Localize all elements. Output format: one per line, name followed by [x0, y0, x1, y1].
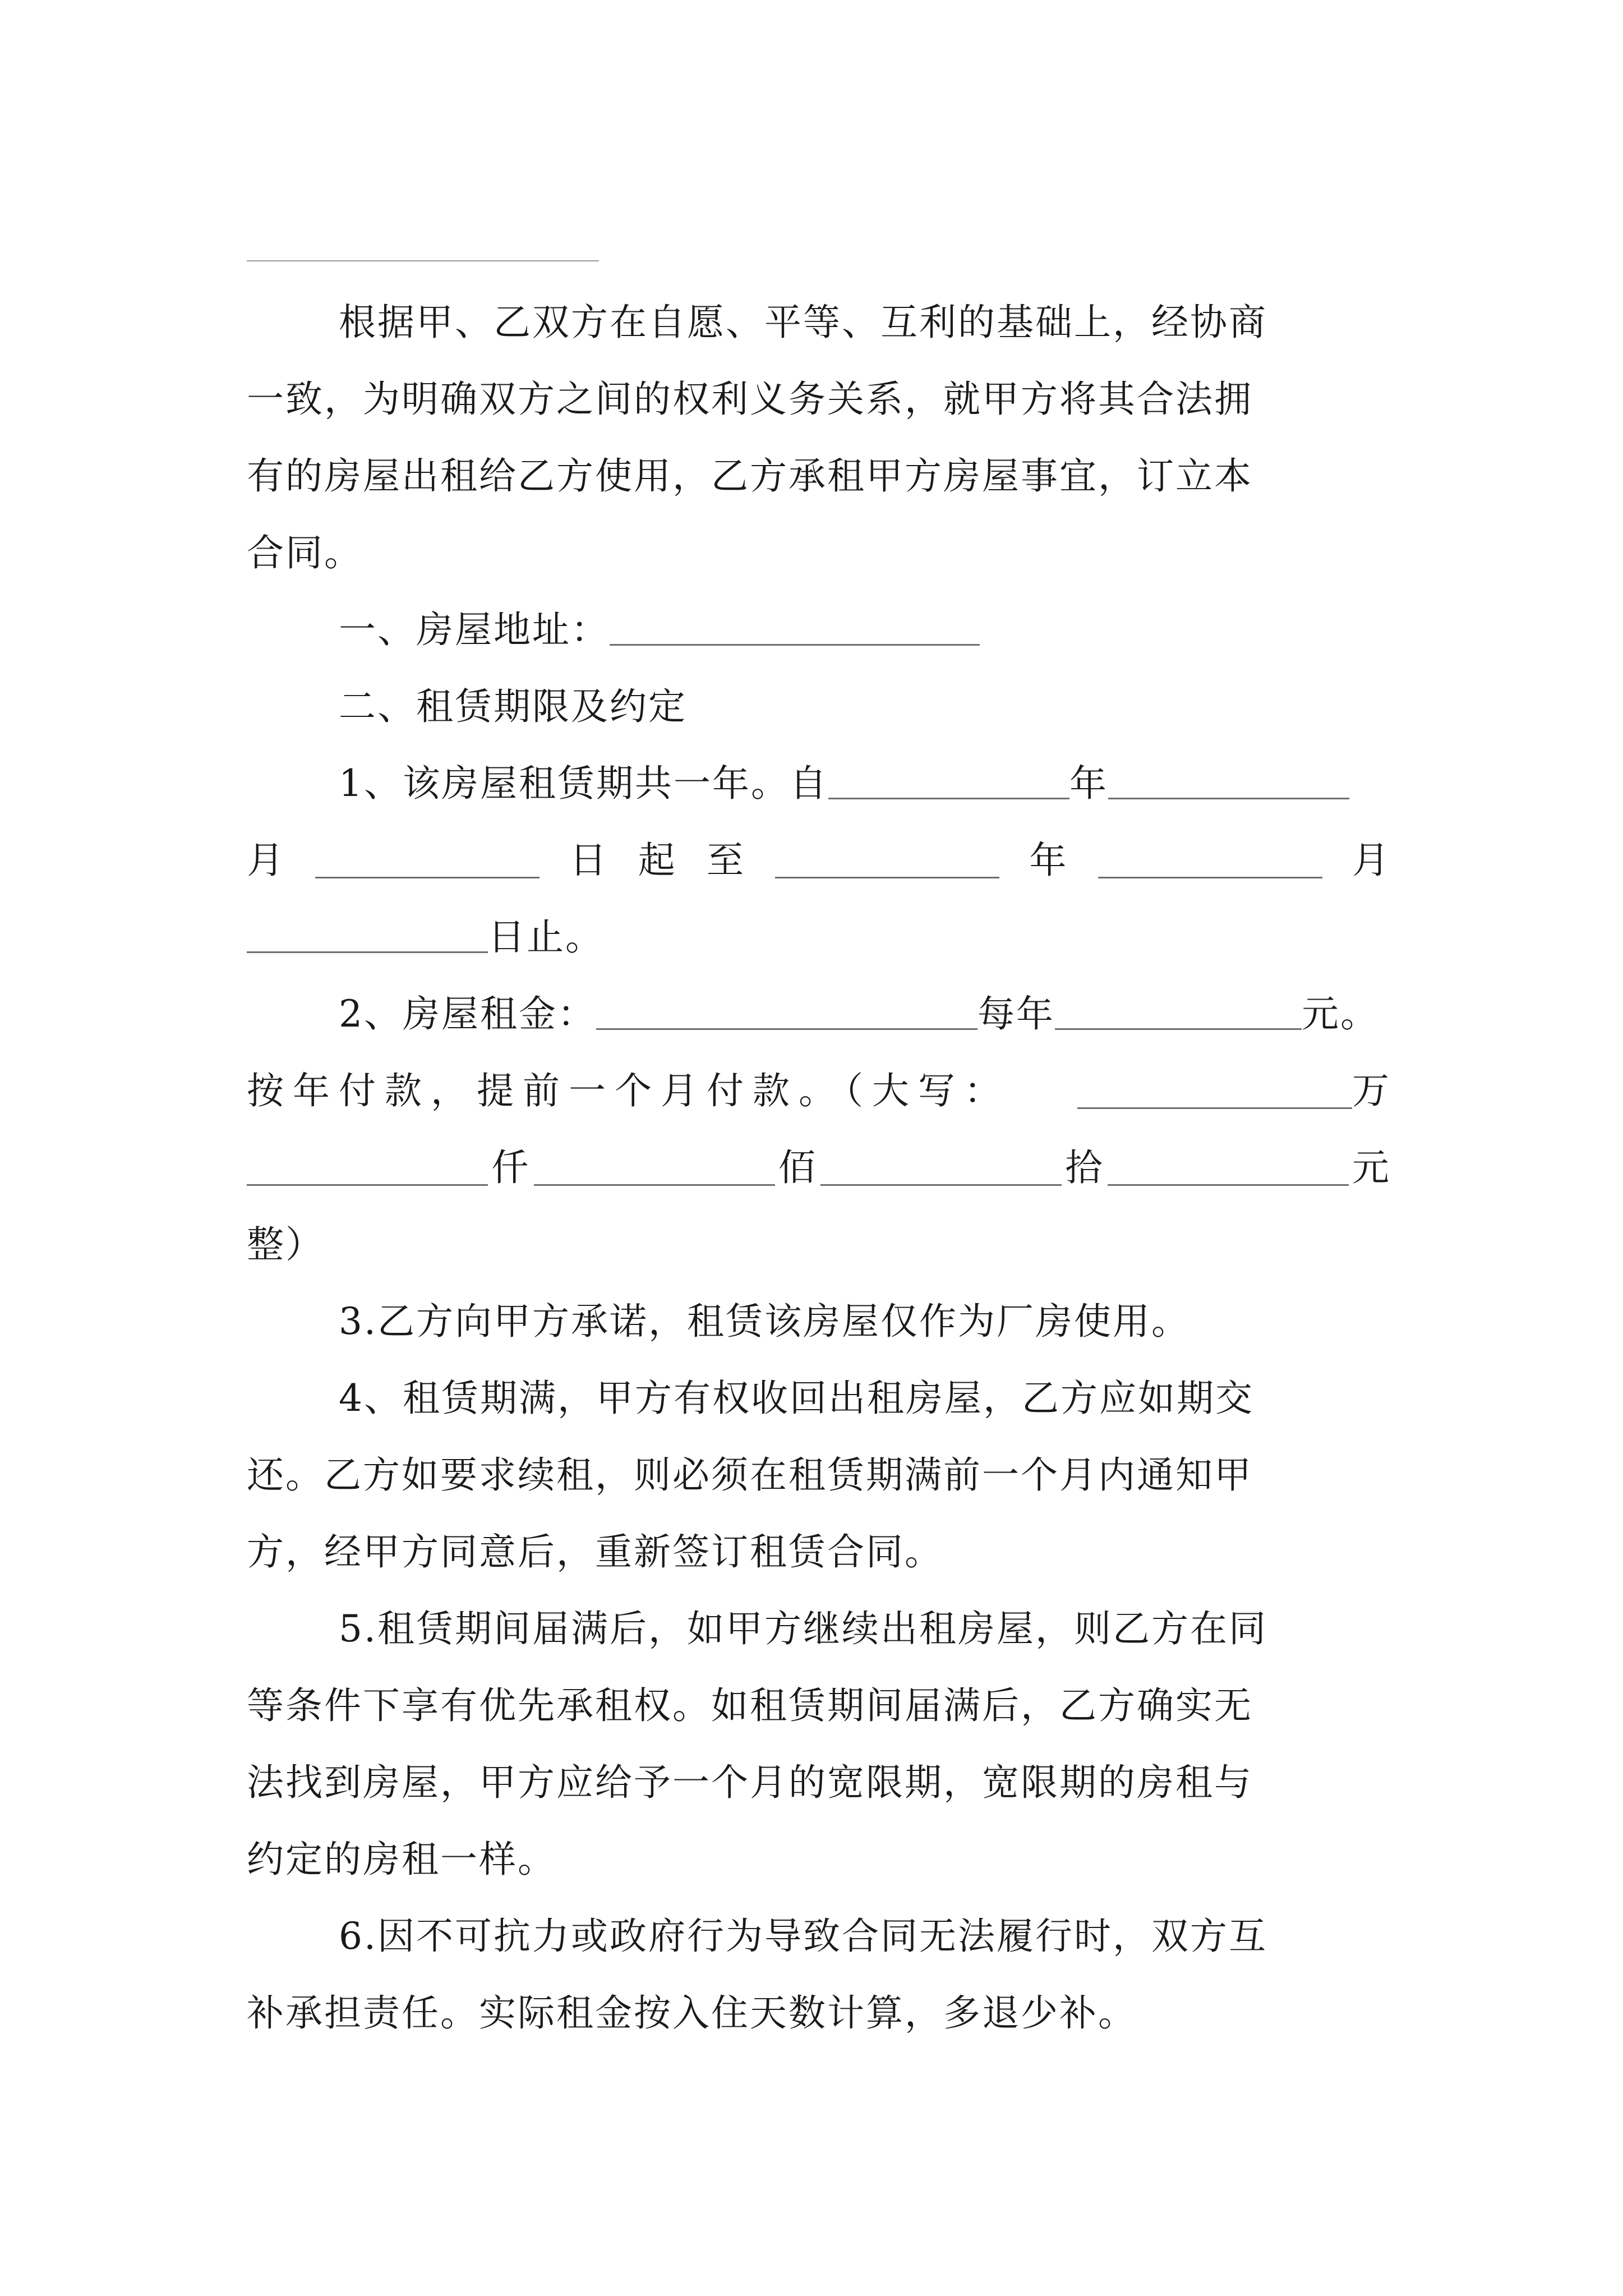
start-day-blank[interactable]	[315, 843, 540, 878]
lease-period-row-2	[247, 821, 1391, 900]
end-year-blank[interactable]	[775, 843, 999, 878]
month-label: 月	[247, 839, 285, 882]
end-day-blank[interactable]	[247, 918, 488, 953]
wan-label: 万	[1352, 1069, 1391, 1112]
end-month-blank[interactable]	[1098, 843, 1322, 878]
address-label: 一、房屋地址：	[339, 608, 610, 651]
bai-blank[interactable]	[534, 1151, 775, 1186]
end-day-label: 日止。	[488, 915, 604, 959]
force-majeure-line-1: 6.因不可抗力或政府行为导致合同无法履行时，双方互	[339, 1915, 1267, 1958]
end-year-label: 年	[1029, 839, 1068, 882]
priority-clause-line-4: 约定的房租一样。	[247, 1838, 556, 1881]
lease-period-row-1	[247, 744, 1391, 823]
end-month-label: 月	[1352, 839, 1391, 882]
intro-line-4: 合同。	[247, 531, 363, 574]
payment-terms-text: 按年付款，提前一个月付款。（大写：	[247, 1069, 1010, 1112]
annual-rent-blank[interactable]	[1055, 995, 1302, 1030]
priority-clause-line-1: 5.租赁期间届满后，如甲方继续出租房屋，则乙方在同	[339, 1607, 1267, 1650]
rent-row-4: 整）	[247, 1223, 324, 1266]
address-blank[interactable]	[610, 610, 980, 646]
qian-blank[interactable]	[247, 1151, 488, 1186]
rent-row-1	[247, 975, 1391, 1053]
day-label: 日	[569, 839, 608, 882]
lease-period-start-text: 1、该房屋租赁期共一年。自	[339, 762, 828, 805]
start-year-blank[interactable]	[828, 764, 1069, 799]
lease-period-row-3	[247, 898, 1391, 977]
shi-label: 拾	[1065, 1146, 1104, 1189]
yuan-caps-label: 元	[1352, 1146, 1391, 1189]
per-year-label: 每年	[978, 992, 1055, 1036]
lease-term-heading: 二、租赁期限及约定	[339, 685, 687, 728]
bai-label: 佰	[778, 1146, 817, 1189]
yuan-label: 元。	[1302, 992, 1379, 1036]
priority-clause-line-3: 法找到房屋，甲方应给予一个月的宽限期，宽限期的房租与	[247, 1761, 1253, 1804]
top-divider	[247, 260, 599, 261]
intro-line-1: 根据甲、乙双方在自愿、平等、互利的基础上，经协商	[339, 301, 1267, 344]
priority-clause-line-2: 等条件下享有优先承租权。如租赁期间届满后，乙方确实无	[247, 1684, 1253, 1727]
rent-row-3	[247, 1129, 1391, 1207]
expiry-clause-line-3: 方，经甲方同意后，重新签订租赁合同。	[247, 1530, 943, 1573]
shi-blank[interactable]	[820, 1151, 1062, 1186]
zhi-label: 至	[707, 839, 745, 882]
address-row	[247, 591, 1391, 669]
yuan-caps-blank[interactable]	[1108, 1151, 1349, 1186]
intro-line-2: 一致，为明确双方之间的权利义务关系，就甲方将其合法拥	[247, 378, 1253, 421]
usage-clause: 3.乙方向甲方承诺，租赁该房屋仅作为厂房使用。	[339, 1300, 1190, 1343]
rent-row-2	[247, 1052, 1391, 1130]
rent-label: 2、房屋租金：	[339, 992, 596, 1036]
wan-blank[interactable]	[1077, 1074, 1352, 1109]
rent-amount-blank[interactable]	[596, 995, 978, 1030]
expiry-clause-line-1: 4、租赁期满，甲方有权收回出租房屋，乙方应如期交	[339, 1377, 1254, 1420]
qian-label: 仟	[491, 1146, 531, 1189]
start-month-blank[interactable]	[1108, 764, 1349, 799]
force-majeure-line-2: 补承担责任。实际租金按入住天数计算，多退少补。	[247, 1991, 1137, 2035]
intro-line-3: 有的房屋出租给乙方使用，乙方承租甲方房屋事宜，订立本	[247, 454, 1253, 498]
expiry-clause-line-2: 还。乙方如要求续租，则必须在租赁期满前一个月内通知甲	[247, 1453, 1253, 1497]
qi-label: 起	[638, 839, 677, 882]
year-label: 年	[1069, 762, 1108, 805]
